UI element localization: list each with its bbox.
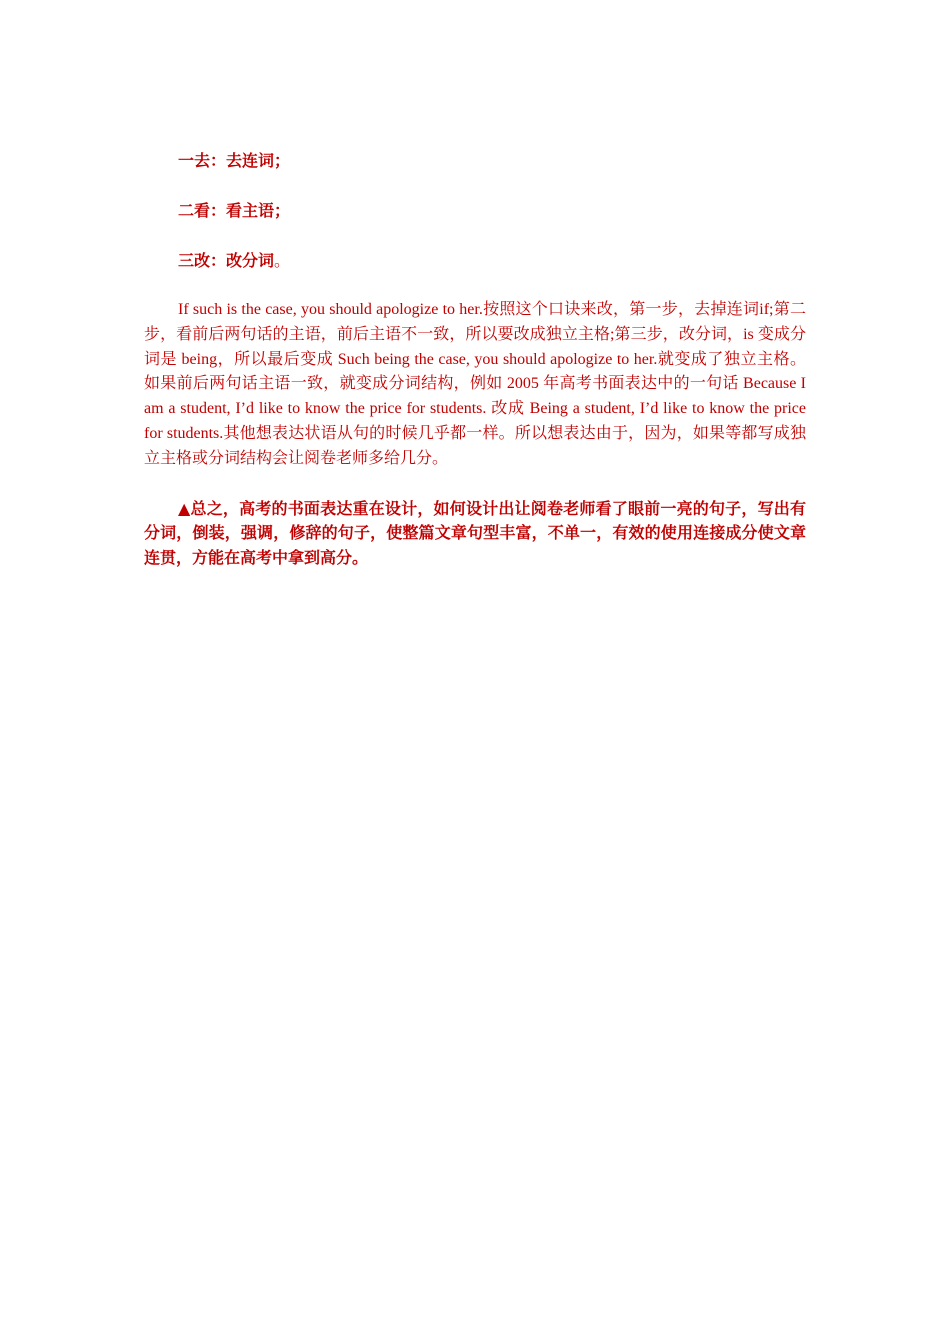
step-three-label: 三改：改分词 xyxy=(178,251,275,270)
step-one-label: 一去：去连词； xyxy=(178,151,291,170)
summary-paragraph: ▲总之，高考的书面表达重在设计，如何设计出让阅卷老师看了眼前一亮的句子，写出有分词，倒装，强调，修辞的句子，使整篇文章句型丰富，不单一，有效的使用连接成分使文章连贯，方能在高考中拿到高分。 xyxy=(144,498,806,568)
document-body xyxy=(144,148,806,571)
step-two-label: 二看：看主语； xyxy=(178,201,291,220)
step-one xyxy=(144,148,806,173)
step-two xyxy=(144,198,806,223)
step-three-tail: 。 xyxy=(274,251,291,270)
step-three xyxy=(144,248,806,273)
explanation-paragraph: If such is the case, you should apologize to her.按照这个口诀来改，第一步，去掉连词if;第二步，看前后两句话的主语，前后主语不一致，所以要改成独立主格;第三步，改分词，is 变成分词是 being，所以最后变成 Such being the case, you should apologize to her.就变成了独立主格。如果前后两句话主语一致，就变成分词结构，例如 2005 年高考书面表达中的一句话 Because I am a student, I’d like to know the price for students. 改成 Being a student, I’d like to know the price for students.其他想表达状语从句的时候几乎都一样。所以想表达由于，因为，如果等都写成独立主格或分词结构会让阅卷老师多给几分。 xyxy=(144,301,806,467)
